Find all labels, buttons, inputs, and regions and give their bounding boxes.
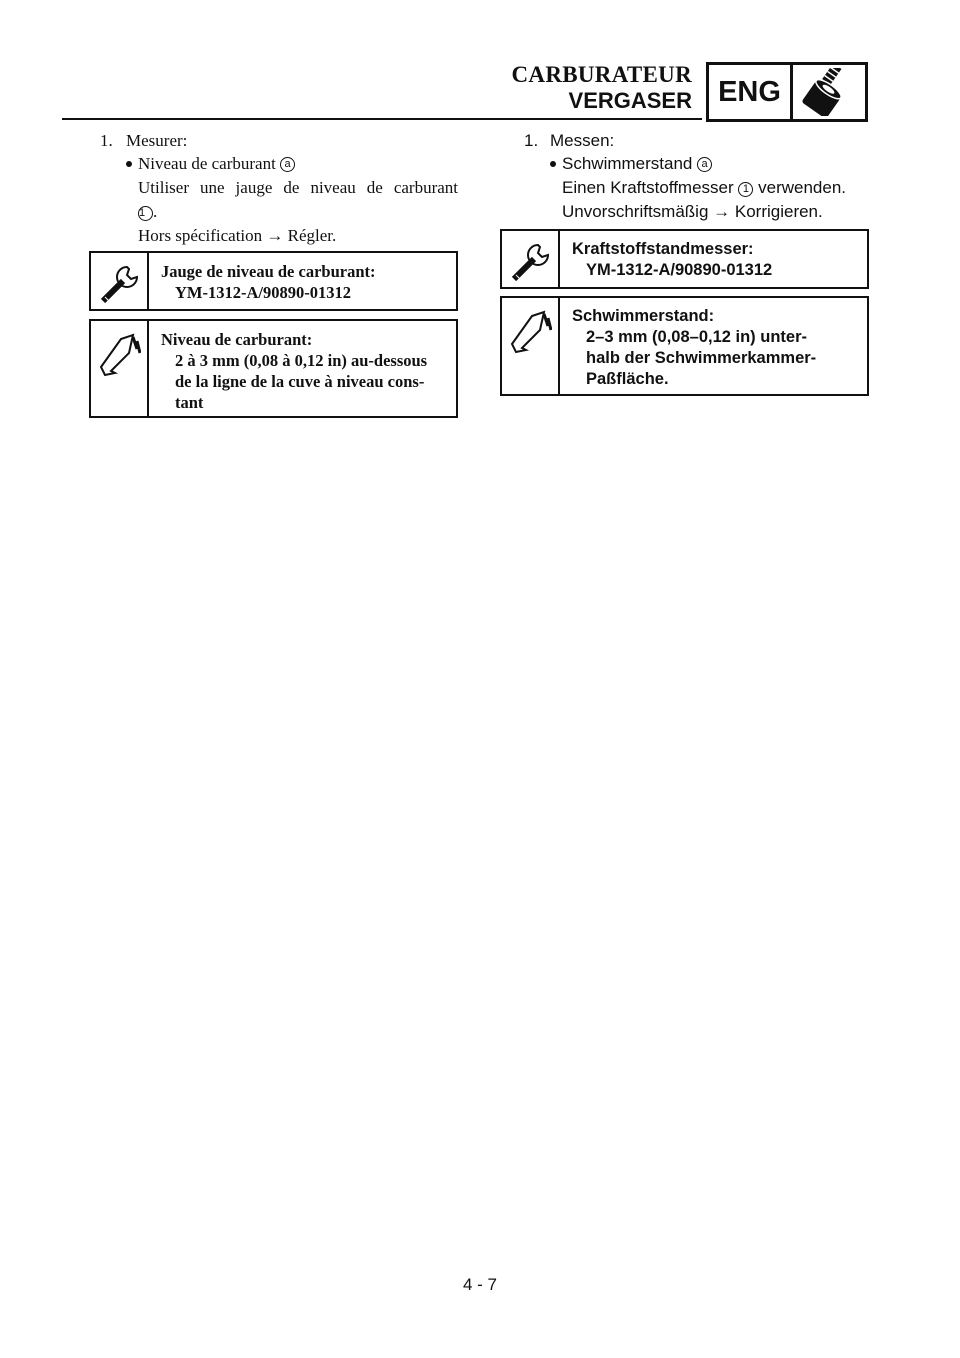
step-label: Messen:	[550, 131, 615, 150]
out-of-spec-para: Hors spécification → Régler.	[138, 226, 337, 245]
ref-marker: 1	[738, 182, 753, 197]
ref-marker: a	[697, 157, 712, 172]
tool-title: Jauge de niveau de carburant:	[161, 262, 376, 281]
tool-box-de	[500, 229, 869, 289]
step-1	[512, 130, 882, 152]
tool-box-text	[149, 253, 386, 309]
bullet-dot-icon	[550, 161, 556, 167]
caliper-spec-icon	[502, 298, 560, 394]
instruction-para	[138, 176, 458, 200]
bullet-dot-icon	[126, 161, 132, 167]
spec-line-1: 2 à 3 mm (0,08 à 0,12 in) au-dessous	[175, 351, 428, 370]
instruction-text-end: verwenden.	[758, 178, 847, 197]
step-number: 1.	[524, 131, 539, 150]
spec-box-de	[500, 296, 869, 396]
step-1	[88, 130, 458, 152]
spec-title: Schwimmerstand:	[572, 307, 715, 325]
bullet-text: Schwimmerstand	[562, 154, 693, 173]
tool-value: YM-1312-A/90890-01312	[586, 261, 773, 279]
spec-line-1: 2–3 mm (0,08–0,12 in) unter-	[586, 328, 808, 346]
spec-line-3: Paßfläche.	[586, 370, 669, 388]
instruction-para-ref	[138, 200, 458, 224]
tool-value: YM-1312-A/90890-01312	[175, 283, 351, 302]
bullet-item	[550, 152, 882, 176]
spec-box-text	[560, 298, 826, 394]
caliper-spec-icon	[91, 321, 149, 416]
header-rule	[62, 118, 702, 120]
spec-line-3: tant	[175, 393, 204, 412]
section-badge: ENG	[709, 65, 793, 119]
spec-box-fr	[89, 319, 458, 418]
tool-box-fr	[89, 251, 458, 311]
spec-box-text	[149, 321, 437, 416]
bullet-text: Niveau de carburant	[138, 154, 276, 173]
instruction-para	[562, 176, 882, 200]
section-badge-box	[706, 62, 868, 122]
tool-title: Kraftstoffstandmesser:	[572, 240, 754, 258]
special-tool-icon	[502, 231, 560, 287]
instruction-text: Einen Kraftstoffmesser	[562, 178, 734, 197]
instruction-text: Utiliser une jauge de niveau de carburant	[138, 178, 458, 197]
step-label: Mesurer:	[126, 131, 188, 150]
out-of-spec-para: Unvorschriftsmäßig → Korrigieren.	[562, 202, 823, 221]
left-column-fr	[88, 130, 458, 248]
right-column-de	[512, 130, 882, 224]
instruction-text-end: .	[153, 202, 158, 221]
bullet-item	[126, 152, 458, 176]
header-title-fr: CARBURATEUR	[511, 62, 692, 87]
ref-marker: 1	[138, 206, 153, 221]
spec-line-2: de la ligne de la cuve à niveau cons-	[175, 372, 425, 391]
engine-bolt-icon	[793, 65, 865, 119]
spec-line-2: halb der Schwimmerkammer-	[586, 349, 817, 367]
header-title-de: VERGASER	[568, 88, 692, 113]
special-tool-icon	[91, 253, 149, 309]
ref-marker: a	[280, 157, 295, 172]
step-number: 1.	[100, 131, 113, 150]
spec-title: Niveau de carburant:	[161, 330, 313, 349]
page-number: 4 - 7	[462, 1275, 498, 1294]
tool-box-text	[560, 231, 782, 287]
